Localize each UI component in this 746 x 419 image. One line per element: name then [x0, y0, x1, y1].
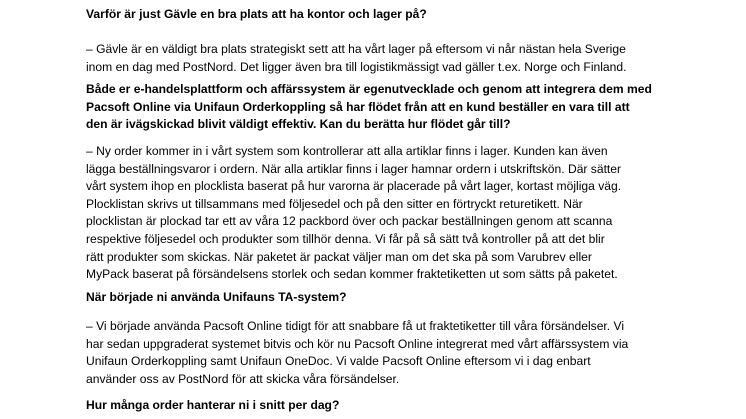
answer-line: plocklistan är plockad tar ett av våra 12 packbord över och packar beställningen genom att scanna [86, 214, 613, 229]
answer-line: vårt system ihop en plocklista baserat på hur varorna är placerade på vårt lager, kortast möjliga väg. [86, 179, 622, 194]
question-line: Både er e-handelsplattform och affärssystem är egenutvecklade och genom att integrera dem med [86, 82, 652, 96]
answer-gavle-location [86, 41, 686, 76]
answer-line: Unifaun Orderkoppling samt Unifaun OneDoc. Vi valde Pacsoft Online eftersom vi i dag enbart [86, 354, 591, 369]
question-line: den är ivägskickad blivit väldigt effektiv. Kan du berätta hur flödet går till? [86, 117, 511, 132]
question-order-flow [86, 81, 686, 134]
answer-line: – Gävle är en väldigt bra plats strategiskt sett att ha vårt lager på eftersom vi når nästan hela Sverige [86, 42, 626, 56]
question-line: Pacsoft Online via Unifaun Orderkoppling så har flödet från att en kund beställer en vara till att [86, 99, 630, 114]
answer-line: – Ny order kommer in i vårt system som kontrollerar att alla artiklar finns i lager. Kunden kan även [86, 144, 608, 158]
answer-line: lägga beställningsvaror i ordern. När alla artiklar finns i lager hamnar ordern i utskriftskön. Där sätter [86, 161, 622, 176]
question-line: Hur många order hanterar ni i snitt per dag? [86, 398, 340, 412]
answer-order-flow [86, 143, 686, 284]
answer-line: Plocklistan skrivs ut tillsammans med följesedel och på den sitter en förtryckt returetikett. När [86, 196, 583, 211]
answer-line: har sedan uppgraderat systemet bitvis och kör nu Pacsoft Online integrerat med vårt affärssystem via [86, 336, 629, 351]
answer-line: använder oss av PostNord för att skicka våra försändelser. [86, 371, 400, 386]
answer-ta-system [86, 318, 686, 388]
question-line: När började ni använda Unifauns TA-system? [86, 290, 347, 304]
answer-line: inom en dag med PostNord. Det ligger även bra till logistikmässigt vad gäller t.ex. Norge och Finland. [86, 59, 627, 74]
question-orders-per-day [86, 397, 686, 415]
answer-line: respektive följesedel och produkter som tillhör denna. Vi får på så sätt två kontroller på att det blir [86, 231, 605, 246]
question-line: Varför är just Gävle en bra plats att ha kontor och lager på? [86, 7, 427, 21]
answer-line: rätt produkter som skickas. När paketet är packat väljer man om det ska på som Varubrev eller [86, 249, 592, 264]
question-ta-system [86, 289, 686, 307]
answer-line: – Vi började använda Pacsoft Online tidigt för att snabbare få ut fraktetiketter till våra försändelser. Vi [86, 319, 625, 333]
question-gavle-location [86, 6, 686, 24]
answer-line: MyPack baserat på försändelsens storlek och sedan kommer fraktetiketten ut som sätts på paketet. [86, 267, 618, 282]
